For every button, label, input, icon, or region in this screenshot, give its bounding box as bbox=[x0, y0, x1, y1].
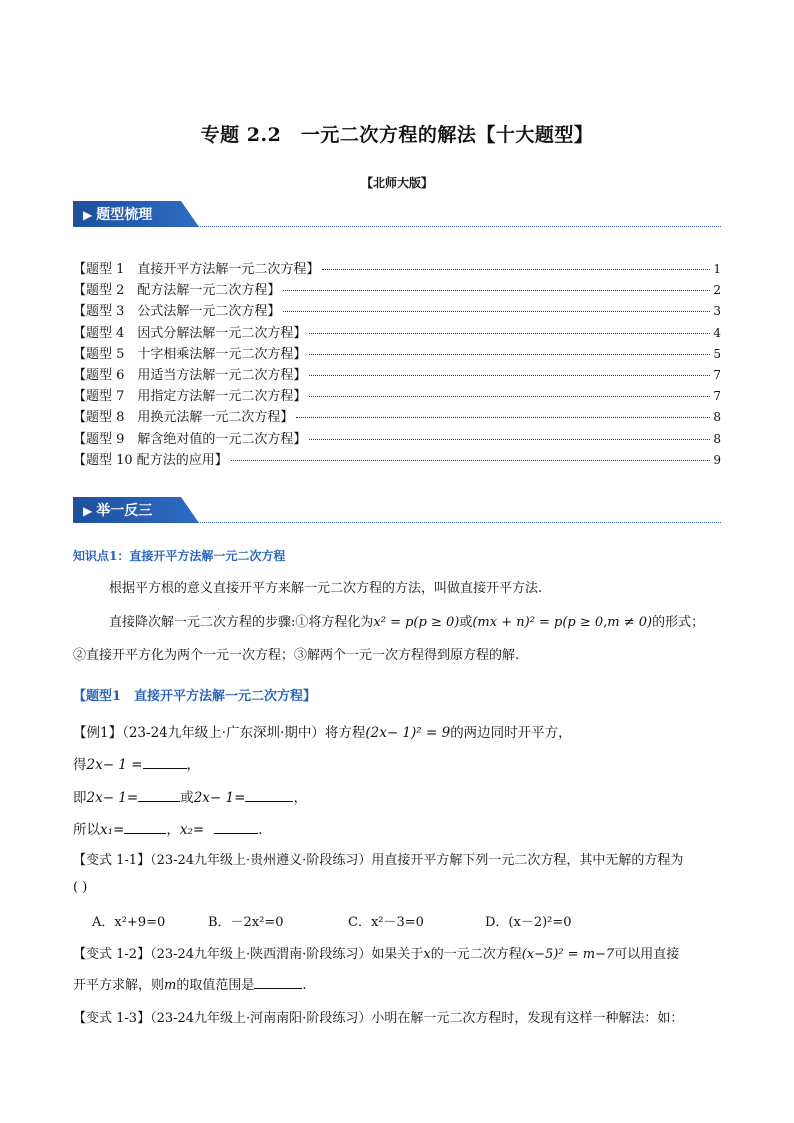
answer-blank[interactable] bbox=[124, 821, 166, 834]
formula: 2x− 1= bbox=[86, 790, 139, 806]
formula: (2x− 1)² = 9 bbox=[365, 725, 451, 741]
formula: (mx + n)² = p(p ≥ 0,m ≠ 0) bbox=[472, 615, 653, 630]
text-run: ， bbox=[186, 757, 200, 773]
toc-entry[interactable] bbox=[73, 279, 721, 300]
toc-entry[interactable] bbox=[73, 449, 721, 470]
text-run: 将方程 bbox=[324, 725, 366, 741]
toc-page: 8 bbox=[713, 431, 721, 446]
type1-heading: 【题型1 直接开平方法解一元二次方程】 bbox=[73, 689, 317, 704]
knowledge-paragraph-1: 根据平方根的意义直接开平方来解一元二次方程的方法，叫做直接开平方法. bbox=[109, 581, 543, 596]
formula: 2x− 1 = bbox=[86, 757, 143, 773]
example-1 bbox=[73, 721, 572, 741]
toc-label: 【题型 2 配方法解一元二次方程】 bbox=[73, 283, 281, 299]
text-run: 直接降次解一元二次方程的步骤:①将方程化为 bbox=[109, 615, 374, 630]
toc-page: 2 bbox=[713, 283, 721, 298]
banner-label bbox=[83, 204, 152, 224]
variant-1-1 bbox=[73, 849, 683, 868]
toc-label: 【题型 6 用适当方法解一元二次方程】 bbox=[73, 367, 307, 383]
text-run: 如果关于 bbox=[371, 947, 424, 962]
formula: x bbox=[423, 947, 431, 962]
example-source: （23-24九年级上·广东深圳·期中） bbox=[122, 725, 325, 741]
toc-label: 【题型 4 因式分解法解一元二次方程】 bbox=[73, 325, 307, 341]
example-1-line-2 bbox=[73, 753, 200, 773]
toc-label: 【题型 9 解含绝对值的一元二次方程】 bbox=[73, 431, 307, 447]
edition-subtitle: 【北师大版】 bbox=[360, 176, 433, 190]
leader-dots bbox=[309, 439, 710, 440]
example-tag: 【例1】 bbox=[73, 725, 123, 741]
toc-page: 8 bbox=[713, 410, 721, 425]
toc-entry[interactable] bbox=[73, 300, 721, 321]
banner-label bbox=[83, 500, 152, 520]
choice-b[interactable]: B．－2x²=0 bbox=[208, 915, 284, 930]
leader-dots bbox=[231, 460, 711, 461]
play-icon: ▶ bbox=[83, 208, 93, 222]
choice-c[interactable]: C．x²－3=0 bbox=[348, 915, 424, 930]
leader-dots bbox=[309, 375, 710, 376]
text-run: 即 bbox=[73, 790, 87, 806]
text-run: 的形式； bbox=[652, 615, 705, 630]
formula: (x−5)² = m−7 bbox=[521, 947, 615, 962]
toc-entry[interactable] bbox=[73, 258, 721, 279]
variant-source: （23-24九年级上·河南南阳·阶段练习） bbox=[150, 1011, 372, 1026]
choice-a[interactable]: A．x²+9=0 bbox=[92, 915, 166, 930]
variant-1-2-line-2 bbox=[73, 974, 307, 993]
answer-blank[interactable] bbox=[143, 756, 187, 769]
toc-entry[interactable] bbox=[73, 406, 721, 427]
toc-entry[interactable] bbox=[73, 364, 721, 385]
dotted-rule bbox=[73, 522, 721, 523]
variant-1-3 bbox=[73, 1007, 683, 1026]
table-of-contents bbox=[73, 258, 721, 470]
formula: m bbox=[164, 978, 177, 993]
text-run: 所以 bbox=[73, 822, 100, 838]
knowledge-paragraph-2 bbox=[109, 614, 704, 632]
answer-blank[interactable] bbox=[254, 976, 302, 989]
toc-entry[interactable] bbox=[73, 385, 721, 406]
toc-label: 【题型 8 用换元法解一元二次方程】 bbox=[73, 410, 294, 426]
leader-dots bbox=[322, 269, 710, 270]
variant-tag: 【变式 1-1】 bbox=[73, 853, 151, 868]
text-run: 得 bbox=[73, 757, 87, 773]
dotted-rule bbox=[73, 226, 721, 227]
toc-entry[interactable] bbox=[73, 343, 721, 364]
toc-page: 4 bbox=[713, 325, 721, 340]
leader-dots bbox=[296, 417, 710, 418]
formula: x₁= bbox=[100, 822, 125, 838]
leader-dots bbox=[309, 396, 710, 397]
text-run: . bbox=[258, 822, 263, 838]
variant-tag: 【变式 1-3】 bbox=[73, 1011, 151, 1026]
text-run: 开平方求解，则 bbox=[73, 978, 165, 993]
banner-label-text: 举一反三 bbox=[96, 503, 153, 519]
toc-page: 9 bbox=[713, 452, 721, 467]
toc-entry[interactable] bbox=[73, 322, 721, 343]
text-run: 的两边同时开平方， bbox=[450, 725, 572, 741]
play-icon: ▶ bbox=[83, 504, 93, 518]
section-banner-practice bbox=[73, 497, 721, 523]
answer-blank[interactable] bbox=[214, 821, 258, 834]
variant-source: （23-24九年级上·贵州遵义·阶段练习） bbox=[150, 853, 372, 868]
example-1-line-3 bbox=[73, 786, 307, 806]
toc-label: 【题型 5 十字相乘法解一元二次方程】 bbox=[73, 346, 307, 362]
answer-paren[interactable]: ( ) bbox=[73, 880, 88, 895]
toc-label: 【题型 10 配方法的应用】 bbox=[73, 452, 228, 468]
toc-label: 【题型 3 公式法解一元二次方程】 bbox=[73, 304, 281, 320]
text-run: 用直接开平方解下列一元二次方程，其中无解的方程为 bbox=[371, 853, 684, 868]
page-title: 专题 2.2 一元二次方程的解法【十大题型】 bbox=[200, 124, 594, 146]
answer-blank[interactable] bbox=[245, 789, 293, 802]
example-1-line-4 bbox=[73, 818, 262, 838]
toc-page: 1 bbox=[713, 262, 721, 276]
answer-blank[interactable] bbox=[138, 789, 180, 802]
toc-page: 7 bbox=[713, 367, 721, 382]
text-run: 或 bbox=[180, 790, 194, 806]
leader-dots bbox=[283, 311, 710, 312]
variant-tag: 【变式 1-2】 bbox=[73, 947, 151, 962]
variant-source: （23-24九年级上·陕西渭南·阶段练习） bbox=[150, 947, 372, 962]
toc-entry[interactable] bbox=[73, 428, 721, 449]
knowledge-paragraph-3: ②直接开平方化为两个一元一次方程；③解两个一元一次方程得到原方程的解. bbox=[73, 648, 520, 663]
formula: 2x− 1= bbox=[193, 790, 246, 806]
text-run: 小明在解一元二次方程时，发现有这样一种解法：如： bbox=[371, 1011, 684, 1026]
toc-page: 3 bbox=[713, 304, 721, 319]
toc-page: 5 bbox=[713, 346, 721, 361]
text-run: . bbox=[302, 978, 307, 993]
toc-label: 【题型 1 直接开平方法解一元二次方程】 bbox=[73, 262, 320, 277]
section-banner-overview bbox=[73, 201, 721, 227]
knowledge-heading: 知识点1：直接开平方法解一元二次方程 bbox=[73, 549, 286, 563]
formula: x₂= bbox=[179, 822, 205, 838]
formula: x² = p(p ≥ 0) bbox=[373, 615, 460, 630]
leader-dots bbox=[283, 290, 710, 291]
text-run: ， bbox=[166, 822, 180, 838]
toc-page: 7 bbox=[713, 389, 721, 404]
leader-dots bbox=[309, 354, 710, 355]
leader-dots bbox=[309, 333, 710, 334]
banner-label-text: 题型梳理 bbox=[96, 207, 153, 223]
text-run: ， bbox=[293, 790, 307, 806]
text-run: 或 bbox=[459, 615, 473, 630]
text-run: 可以用直接 bbox=[614, 947, 680, 962]
toc-label: 【题型 7 用指定方法解一元二次方程】 bbox=[73, 389, 307, 405]
text-run: 的一元二次方程 bbox=[430, 947, 522, 962]
choice-d[interactable]: D．(x－2)²=0 bbox=[485, 915, 572, 930]
variant-1-2 bbox=[73, 943, 679, 962]
text-run: 的取值范围是 bbox=[176, 978, 255, 993]
